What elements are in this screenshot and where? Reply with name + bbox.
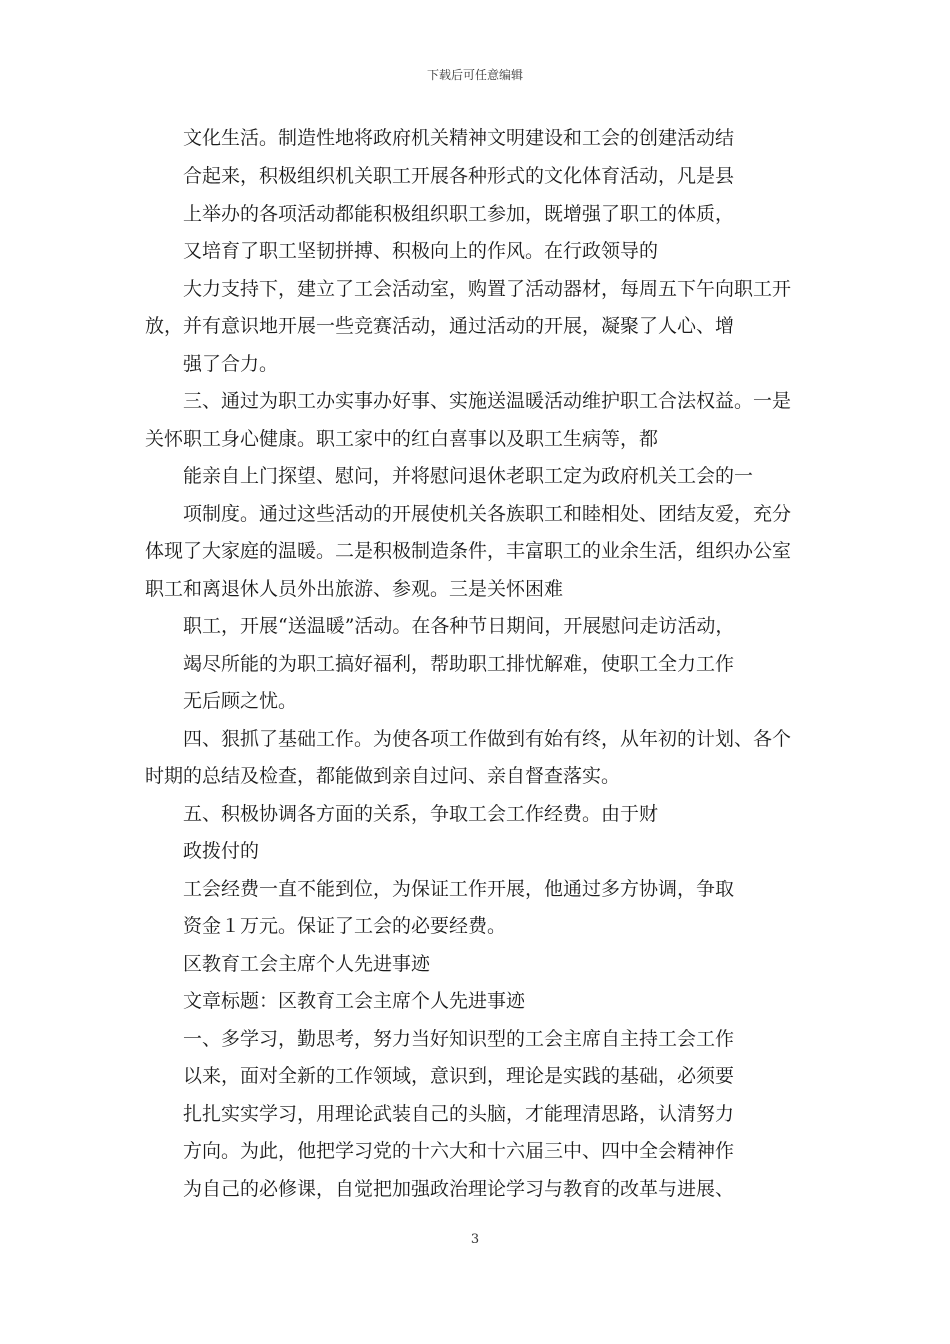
text-line: 又培育了职工坚韧拼搏、积极向上的作风。在行政领导的: [183, 240, 659, 262]
header-note: 下载后可任意编辑: [426, 68, 523, 82]
text-line: 资金１万元。保证了工会的必要经费。: [183, 915, 507, 937]
text-line: 合起来，积极组织机关职工开展各种形式的文化体育活动，凡是县: [183, 165, 735, 187]
text-line: 项制度。通过这些活动的开展使机关各族职工和睦相处、团结友爱，充分: [183, 503, 792, 525]
text-line: 五、积极协调各方面的关系，争取工会工作经费。由于财: [183, 803, 659, 825]
text-line: 扎扎实实学习，用理论武装自己的头脑，才能理清思路，认清努力: [183, 1103, 735, 1125]
text-line: 大力支持下，建立了工会活动室，购置了活动器材，每周五下午向职工开: [183, 278, 792, 300]
text-line: 以来，面对全新的工作领域，意识到，理论是实践的基础，必须要: [183, 1065, 735, 1087]
text-line: 文章标题：区教育工会主席个人先进事迹: [183, 990, 526, 1012]
text-line: 区教育工会主席个人先进事迹: [183, 953, 431, 975]
text-line: 一、多学习，勤思考，努力当好知识型的工会主席自主持工会工作: [183, 1028, 735, 1050]
text-line: 三、通过为职工办实事办好事、实施送温暖活动维护职工合法权益。一是: [183, 390, 792, 412]
text-line: 文化生活。制造性地将政府机关精神文明建设和工会的创建活动结: [183, 127, 735, 149]
text-line: 四、狠抓了基础工作。为使各项工作做到有始有终，从年初的计划、各个: [183, 728, 792, 750]
text-line: 政拨付的: [183, 840, 260, 862]
text-line: 竭尽所能的为职工搞好福利，帮助职工排忧解难，使职工全力工作: [183, 653, 735, 675]
text-line: 强了合力。: [183, 353, 279, 375]
text-line: 关怀职工身心健康。职工家中的红白喜事以及职工生病等，都: [145, 428, 659, 450]
text-line: 体现了大家庭的温暖。二是积极制造条件，丰富职工的业余生活，组织办公室: [145, 540, 792, 562]
text-line: 无后顾之忧。: [183, 690, 298, 712]
text-line: 职工和离退休人员外出旅游、参观。三是关怀困难: [145, 578, 564, 600]
text-line: 方向。为此，他把学习党的十六大和十六届三中、四中全会精神作: [183, 1140, 735, 1162]
page-number: 3: [470, 1232, 480, 1247]
text-line: 为自己的必修课，自觉把加强政治理论学习与教育的改革与进展、: [183, 1178, 735, 1200]
text-line: 时期的总结及检查，都能做到亲自过问、亲自督查落实。: [145, 765, 621, 787]
text-line: 能亲自上门探望、慰问，并将慰问退休老职工定为政府机关工会的一: [183, 465, 754, 487]
text-line: 职工，开展“送温暖”活动。在各种节日期间，开展慰问走访活动，: [183, 615, 735, 637]
text-line: 工会经费一直不能到位，为保证工作开展，他通过多方协调，争取: [183, 878, 735, 900]
text-line: 放，并有意识地开展一些竞赛活动，通过活动的开展，凝聚了人心、增: [145, 315, 735, 337]
text-line: 上举办的各项活动都能积极组织职工参加，既增强了职工的体质，: [183, 203, 735, 225]
